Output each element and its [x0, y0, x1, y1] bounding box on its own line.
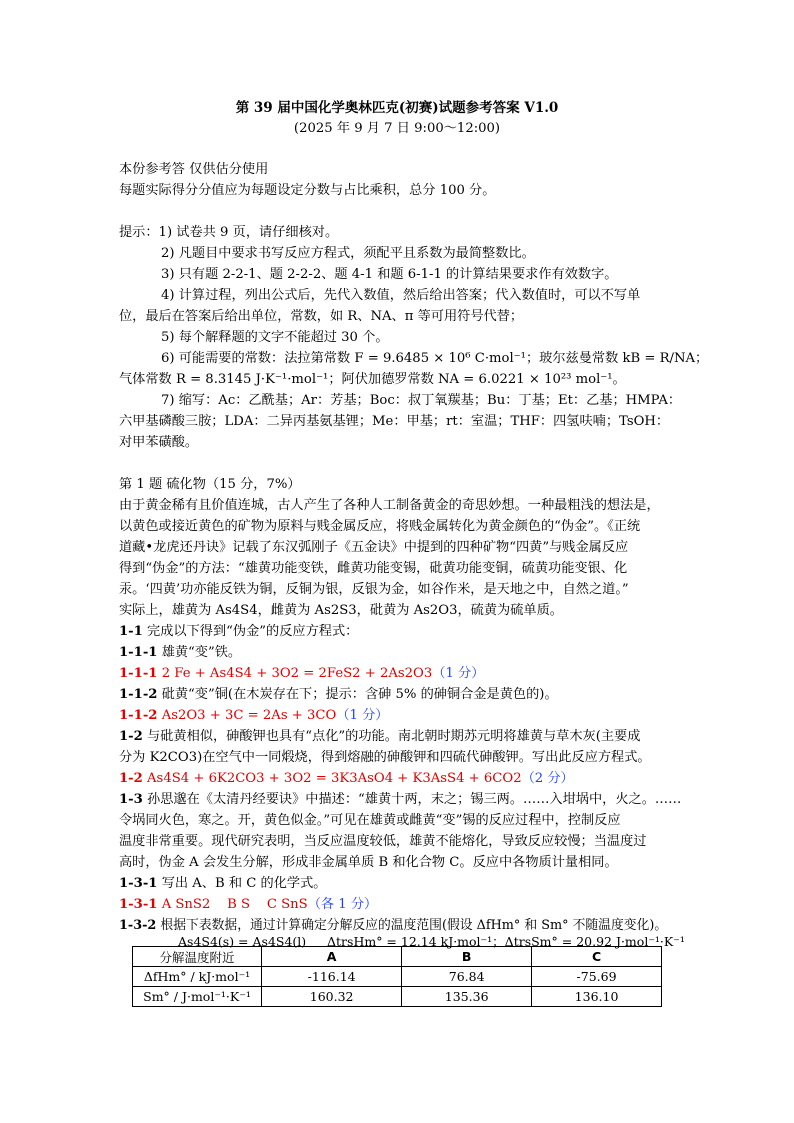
table-header-cell: C: [532, 947, 662, 967]
table-header-cell: A: [262, 947, 402, 967]
answer-1-1-1: [119, 666, 484, 682]
q1-paragraph-line-5: 汞。‘四黄’功亦能反铁为铜，反铜为银，反银为金，如谷作米，是天地之中，自然之道。”: [119, 582, 629, 597]
exam-date: (2025 年 9 月 7 日 9:00～12:00): [293, 121, 501, 136]
tip-2: 2) 凡题目中要求书写反应方程式，须配平且系数为最简整数比。: [161, 246, 535, 261]
tip-7a: 7) 缩写：Ac：乙酰基；Ar：芳基；Boc：叔丁氧羰基；Bu：丁基；Et：乙基；HMPA：: [161, 393, 682, 408]
question-number: 1-3-2: [119, 918, 157, 933]
table-row: [133, 987, 662, 1007]
intro-line-1: 本份参考答 仅供估分使用: [119, 162, 269, 177]
table-header-row: [133, 947, 662, 967]
table-cell: -116.14: [262, 967, 402, 987]
table-cell: -75.69: [532, 967, 662, 987]
score-label: （1 分）: [432, 666, 485, 681]
table-header-cell: 分解温度附近: [133, 947, 262, 967]
question-1-3-1: [119, 876, 326, 892]
tip-6a: 6) 可能需要的常数：法拉第常数 F = 9.6485 × 10⁶ C·mol⁻¹；玻尔兹曼常数 kB = R/NA；: [161, 351, 709, 366]
question-1-1-1: [119, 645, 241, 661]
question-text: 完成以下得到“伪金”的反应方程式：: [147, 624, 359, 639]
tip-1: 提示：1) 试卷共 9 页，请仔细核对。: [119, 225, 339, 240]
q1-paragraph-line-3: 道藏•龙虎还丹诀》记载了东汉弧刚子《五金诀》中提到的四种矿物“四黄”与贱金属反应: [119, 540, 629, 555]
tip-4a: 4) 计算过程，列出公式后，先代入数值，然后给出答案；代入数值时，可以不写单: [161, 288, 641, 303]
question-number: 1-3: [119, 792, 143, 807]
question-1-2-line-2: 分为 K2CO3)在空气中一同煅烧，得到熔融的砷酸钾和四硫代砷酸钾。写出此反应方程式。: [119, 750, 651, 765]
answer-1-1-2: [119, 708, 388, 724]
score-label: （1 分）: [336, 708, 389, 723]
question-1-3-line-4: 高时，伪金 A 会发生分解，形成非金属单质 B 和化合物 C。反应中各物质计量相同。: [119, 855, 618, 870]
tip-6b: 气体常数 R = 8.3145 J·K⁻¹·mol⁻¹；阿伏加德罗常数 NA = 6.0221 × 10²³ mol⁻¹。: [119, 372, 626, 387]
question-text: 砒黄“变”铜(在木炭存在下；提示：含砷 5% 的砷铜合金是黄色的)。: [161, 687, 558, 702]
question-number: 1-1: [119, 624, 143, 639]
answer-number: 1-1-2: [119, 708, 158, 723]
answer-number: 1-3-1: [119, 897, 158, 912]
tip-7b: 六甲基磷酸三胺；LDA：二异丙基氨基锂；Me：甲基；rt：室温；THF：四氢呋喃；TsOH：: [119, 414, 670, 429]
reaction-thermo-data: ΔtrsHm° = 12.14 kJ·mol⁻¹；ΔtrsSm° = 20.92 J·mol⁻¹·K⁻¹: [327, 934, 685, 949]
table-header-cell: B: [402, 947, 532, 967]
intro-line-2: 每题实际得分分值应为每题设定分数与占比乘积，总分 100 分。: [119, 183, 496, 198]
question-text: 雄黄“变”铁。: [161, 645, 242, 660]
page-title: 第 39 届中国化学奥林匹克(初赛)试题参考答案 V1.0: [235, 100, 559, 116]
table-cell: 136.10: [532, 987, 662, 1007]
question-number: 1-1-1: [119, 645, 158, 660]
score-label: （2 分）: [521, 771, 574, 786]
question-1-3: [119, 792, 681, 808]
question-1-3-line-2: 令埚同火色，寒之。开，黄色似金。”可见在雄黄或雌黄“变”锡的反应过程中，控制反应: [119, 813, 621, 828]
answer-c: C SnS: [266, 897, 308, 912]
answer-a: A SnS2: [161, 897, 211, 912]
tip-7c: 对甲苯磺酸。: [119, 435, 199, 450]
question-1-1: [119, 624, 358, 640]
answer-number: 1-2: [119, 771, 143, 786]
question-text: 根据下表数据，通过计算确定分解反应的温度范围(假设 ΔfHm° 和 Sm° 不随温度变化)。: [160, 918, 668, 933]
table-cell: 76.84: [402, 967, 532, 987]
q1-paragraph-line-2: 以黄色或接近黄色的矿物为原料与贱金属反应，将贱金属转化为黄金颜色的“伪金”。《正统: [119, 519, 641, 534]
table-row: [133, 967, 662, 987]
q1-paragraph-line-4: 得到“伪金”的方法：“雄黄功能变铁，雌黄功能变锡，砒黄功能变铜，硫黄功能变银、化: [119, 561, 628, 576]
question-number: 1-2: [119, 729, 143, 744]
answer-1-3-1: [119, 897, 377, 913]
question-text: 写出 A、B 和 C 的化学式。: [161, 876, 327, 891]
table-row-label: Sm° / J·mol⁻¹·K⁻¹: [133, 987, 262, 1007]
table-cell: 160.32: [262, 987, 402, 1007]
question-1-1-2: [119, 687, 558, 703]
q1-paragraph-line-6: 实际上，雄黄为 As4S4，雌黄为 As2S3，砒黄为 As2O3，硫黄为硫单质。: [119, 603, 563, 618]
reaction-equation: As4S4(s) = As4S4(l): [178, 934, 307, 949]
question-number: 1-3-1: [119, 876, 158, 891]
answer-equation: As4S4 + 6K2CO3 + 3O2 = 3K3AsO4 + K3AsS4 + 6CO2: [147, 771, 522, 786]
question-text: 与砒黄相似，砷酸钾也具有“点化”的功能。南北朝时期苏元明将雄黄与草木灰(主要成: [147, 729, 641, 744]
table-cell: 135.36: [402, 987, 532, 1007]
q1-paragraph-line-1: 由于黄金稀有且价值连城，古人产生了各种人工制备黄金的奇思妙想。一种最粗浅的想法是，: [119, 498, 660, 513]
thermo-data-table: [132, 946, 662, 1007]
answer-number: 1-1-1: [119, 666, 158, 681]
tip-3: 3) 只有题 2-2-1、题 2-2-2、题 4-1 和题 6-1-1 的计算结果要求作有效数字。: [161, 267, 618, 282]
question-1-3-line-3: 温度非常重要。现代研究表明，当反应温度较低，雄黄不能熔化，导致反应较慢；当温度过: [119, 834, 647, 849]
question-1-heading: 第 1 题 硫化物（15 分，7%）: [119, 477, 301, 492]
table-row-label: ΔfHm° / kJ·mol⁻¹: [133, 967, 262, 987]
tip-4b: 位，最后在答案后给出单位，常数，如 R、NA、π 等可用符号代替；: [119, 309, 524, 324]
question-number: 1-1-2: [119, 687, 158, 702]
answer-b: B S: [227, 897, 251, 912]
question-text: 孙思邈在《太清丹经要诀》中描述：“雄黄十两，末之；锡三两。……入坩埚中，火之。……: [147, 792, 682, 807]
question-1-2: [119, 729, 640, 745]
question-1-3-2: [119, 918, 667, 934]
answer-1-2: [119, 771, 574, 787]
answer-equation: As2O3 + 3C = 2As + 3CO: [161, 708, 337, 723]
tip-5: 5) 每个解释题的文字不能超过 30 个。: [161, 330, 389, 345]
answer-equation: 2 Fe + As4S4 + 3O2 = 2FeS2 + 2As2O3: [161, 666, 433, 681]
score-label: （各 1 分）: [307, 897, 378, 912]
